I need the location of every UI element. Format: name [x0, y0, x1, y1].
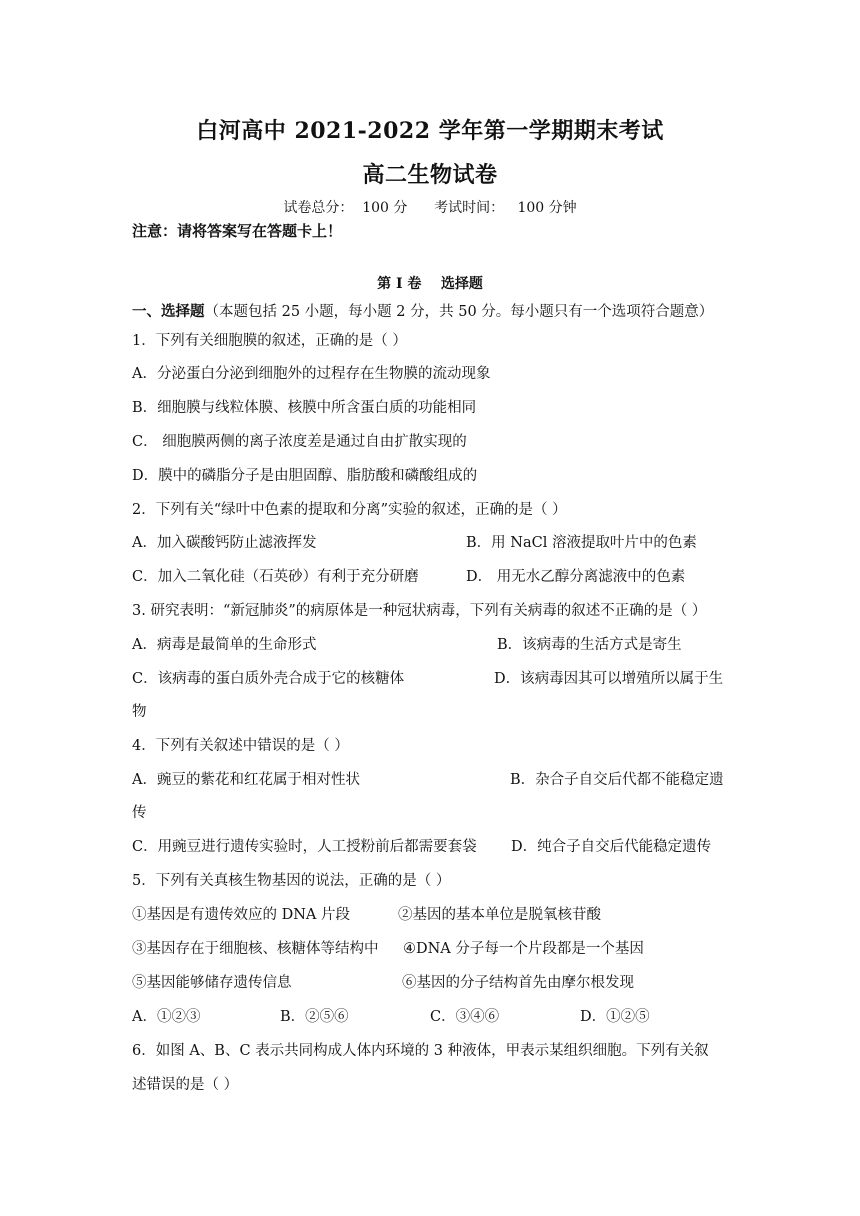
q4-option-b-continued: 传	[132, 805, 147, 821]
q3-stem: 3. 研究表明：“新冠肺炎”的病原体是一种冠状病毒，下列有关病毒的叙述不正确的是（ ）	[132, 603, 707, 619]
q3-option-d: D．该病毒因其可以增殖所以属于生	[494, 671, 724, 687]
q5-option-c: C．③④⑥	[430, 1009, 500, 1025]
q6-stem: 6．如图 A、B、C 表示共同构成人体内环境的 3 种液体，甲表示某组织细胞。下列有关叙	[132, 1043, 709, 1059]
q5-statement-3: ③基因存在于细胞核、核糖体等结构中	[132, 941, 379, 957]
q4-stem: 4．下列有关叙述中错误的是（ ）	[132, 738, 349, 754]
q3-option-d-continued: 物	[132, 704, 147, 720]
q5-option-b: B．②⑤⑥	[280, 1009, 349, 1025]
q1-option-b: B．细胞膜与线粒体膜、核膜中所含蛋白质的功能相同	[132, 400, 477, 416]
q4-option-a: A．豌豆的紫花和红花属于相对性状	[132, 772, 360, 788]
section-heading-rest: （本题包括 25 小题，每小题 2 分，共 50 分。每小题只有一个选项符合题意）	[204, 304, 714, 320]
q3-option-b: B．该病毒的生活方式是寄生	[497, 637, 682, 653]
section-title: 第 I 卷 选择题	[377, 276, 483, 292]
q5-option-d: D．①②⑤	[580, 1009, 650, 1025]
q4-option-d: D．纯合子自交后代能稳定遗传	[511, 839, 712, 855]
section-heading	[132, 300, 713, 321]
q5-statement-5: ⑤基因能够储存遗传信息	[132, 975, 292, 991]
q2-option-a: A．加入碳酸钙防止滤液挥发	[132, 535, 317, 551]
q5-option-a: A．①②③	[132, 1009, 201, 1025]
q4-option-c: C．用豌豆进行遗传实验时，人工授粉前后都需要套袋	[132, 839, 477, 855]
q1-option-a: A．分泌蛋白分泌到细胞外的过程存在生物膜的流动现象	[132, 366, 491, 382]
q1-option-c: C． 细胞膜两侧的离子浓度差是通过自由扩散实现的	[132, 434, 467, 450]
q5-statement-6: ⑥基因的分子结构首先由摩尔根发现	[402, 975, 634, 991]
q5-statement-1: ①基因是有遗传效应的 DNA 片段	[132, 907, 351, 923]
q5-statement-4: ④DNA 分子每一个片段都是一个基因	[403, 941, 644, 957]
q6-stem-continued: 述错误的是（ ）	[132, 1077, 239, 1093]
exam-meta: 试卷总分： 100 分 考试时间： 100 分钟	[283, 200, 577, 216]
q5-stem: 5．下列有关真核生物基因的说法，正确的是（ ）	[132, 873, 451, 889]
q2-option-b: B．用 NaCl 溶液提取叶片中的色素	[466, 535, 697, 551]
q2-option-c: C．加入二氧化硅（石英砂）有利于充分研磨	[132, 569, 419, 585]
q1-option-d: D．膜中的磷脂分子是由胆固醇、脂肪酸和磷酸组成的	[132, 468, 478, 484]
exam-notice: 注意：请将答案写在答题卡上！	[132, 222, 343, 240]
exam-title: 白河高中 2021-2022 学年第一学期期末考试	[196, 118, 664, 144]
q3-option-c: C．该病毒的蛋白质外壳合成于它的核糖体	[132, 671, 405, 687]
section-heading-bold: 一、选择题	[132, 303, 205, 320]
q3-option-a: A．病毒是最简单的生命形式	[132, 637, 317, 653]
q5-statement-2: ②基因的基本单位是脱氧核苷酸	[398, 907, 601, 923]
q4-option-b: B．杂合子自交后代都不能稳定遗	[510, 772, 724, 788]
q1-stem: 1．下列有关细胞膜的叙述，正确的是（ ）	[132, 333, 407, 349]
q2-stem: 2．下列有关“绿叶中色素的提取和分离”实验的叙述，正确的是（ ）	[132, 502, 567, 518]
q2-option-d: D． 用无水乙醇分离滤液中的色素	[466, 569, 686, 585]
exam-subtitle: 高二生物试卷	[362, 162, 498, 188]
